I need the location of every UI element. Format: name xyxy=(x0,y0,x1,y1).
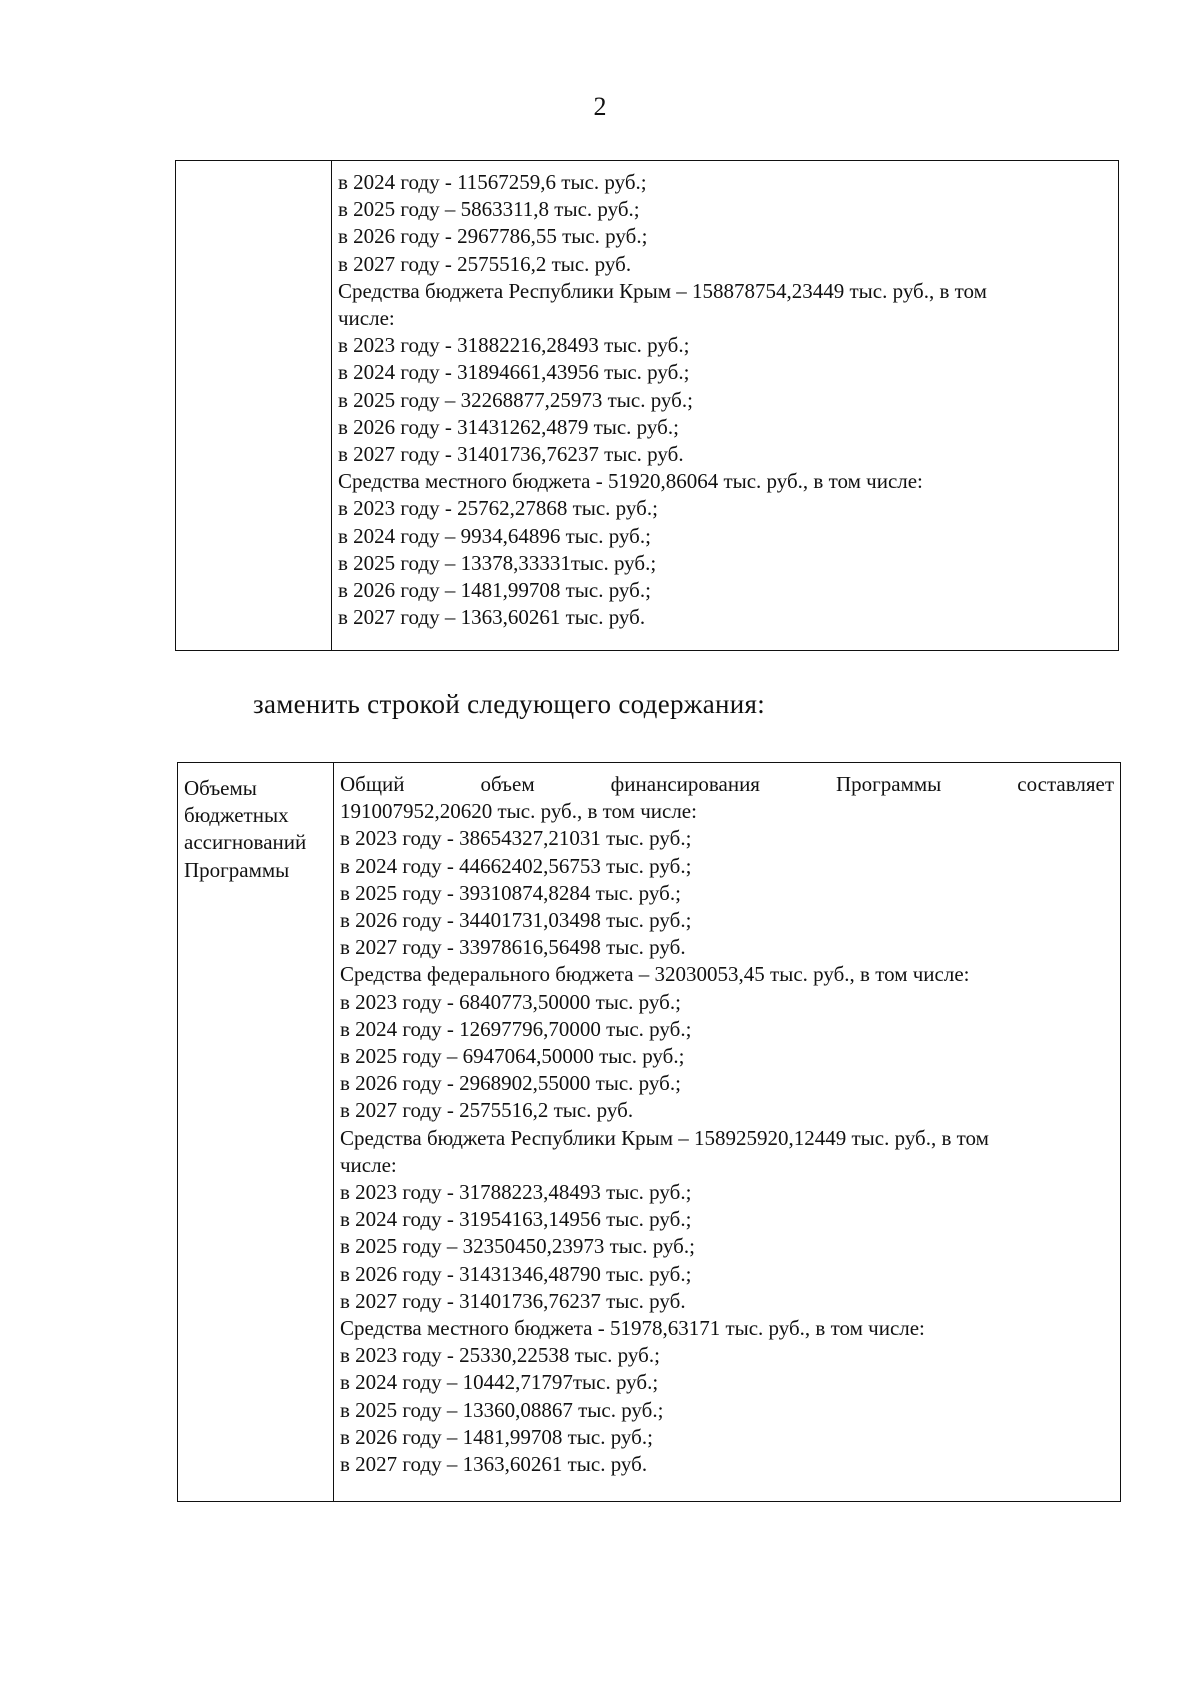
old-table-lines xyxy=(338,169,1112,631)
new-table-line: в 2026 году – 1481,99708 тыс. руб.; xyxy=(340,1424,653,1449)
new-table-line: в 2024 году – 10442,71797тыс. руб.; xyxy=(340,1370,659,1395)
old-table-line: в 2025 году – 5863311,8 тыс. руб.; xyxy=(338,197,640,222)
old-table-line: в 2024 году - 11567259,6 тыс. руб.; xyxy=(338,170,647,194)
new-table-line: Средства местного бюджета - 51978,63171 тыс. руб., в том числе: xyxy=(340,1316,925,1341)
new-table-line: в 2023 году - 6840773,50000 тыс. руб.; xyxy=(340,989,681,1014)
new-table-line: Средства федерального бюджета – 32030053,45 тыс. руб., в том числе: xyxy=(340,962,970,987)
new-table-line: числе: xyxy=(340,1152,397,1177)
new-table-line: в 2024 году - 44662402,56753 тыс. руб.; xyxy=(340,853,692,878)
new-table-label-line: ассигнований xyxy=(184,830,307,855)
old-table-line: в 2027 году - 31401736,76237 тыс. руб. xyxy=(338,442,684,467)
new-table-line: в 2024 году - 12697796,70000 тыс. руб.; xyxy=(340,1016,692,1041)
page-number: 2 xyxy=(593,92,607,121)
new-table-line: в 2027 году - 33978616,56498 тыс. руб. xyxy=(340,935,686,960)
new-table-line: в 2023 году - 31788223,48493 тыс. руб.; xyxy=(340,1180,692,1205)
new-table-line: в 2027 году - 2575516,2 тыс. руб. xyxy=(340,1098,634,1123)
new-table-label-cell xyxy=(178,763,334,1502)
old-budget-table xyxy=(175,160,1119,651)
new-table-line: в 2023 году - 25330,22538 тыс. руб.; xyxy=(340,1343,660,1368)
new-table-line: в 2026 году - 2968902,55000 тыс. руб.; xyxy=(340,1071,681,1096)
replacement-instruction: заменить строкой следующего содержания: xyxy=(253,689,766,719)
new-table-label-line: бюджетных xyxy=(184,803,289,828)
old-table-label-cell xyxy=(176,161,332,651)
new-table-label xyxy=(184,775,333,884)
new-table-line: в 2026 году - 34401731,03498 тыс. руб.; xyxy=(340,908,692,933)
new-table-line: 191007952,20620 тыс. руб., в том числе: xyxy=(340,799,697,824)
new-table-label-line: Программы xyxy=(184,857,290,882)
new-table-line: Средства бюджета Республики Крым – 158925920,12449 тыс. руб., в том xyxy=(340,1125,989,1150)
old-table-line: в 2023 году - 31882216,28493 тыс. руб.; xyxy=(338,333,690,358)
old-table-line: числе: xyxy=(338,306,395,331)
old-table-line: в 2023 году - 25762,27868 тыс. руб.; xyxy=(338,496,658,521)
new-table-label-line: Объемы xyxy=(184,776,257,800)
new-table-content-cell xyxy=(334,763,1121,1502)
old-table-line: в 2026 году - 31431262,4879 тыс. руб.; xyxy=(338,414,679,439)
table-row xyxy=(176,161,1119,651)
new-table-line: в 2023 году - 38654327,21031 тыс. руб.; xyxy=(340,826,692,851)
new-table-line: в 2025 году – 32350450,23973 тыс. руб.; xyxy=(340,1234,695,1259)
new-table-line: в 2026 году - 31431346,48790 тыс. руб.; xyxy=(340,1261,692,1286)
new-table-lines xyxy=(340,798,1114,1478)
old-table-line: Средства бюджета Республики Крым – 158878754,23449 тыс. руб., в том xyxy=(338,278,987,303)
new-table-line: в 2025 году – 13360,08867 тыс. руб.; xyxy=(340,1397,664,1422)
old-table-line: в 2024 году - 31894661,43956 тыс. руб.; xyxy=(338,360,690,385)
old-table-line: в 2027 году – 1363,60261 тыс. руб. xyxy=(338,605,646,630)
old-table-line: в 2026 году - 2967786,55 тыс. руб.; xyxy=(338,224,648,249)
old-table-line: в 2027 году - 2575516,2 тыс. руб. xyxy=(338,251,632,276)
old-table-line: в 2025 году – 32268877,25973 тыс. руб.; xyxy=(338,387,693,412)
new-table-line: в 2025 году - 39310874,8284 тыс. руб.; xyxy=(340,880,681,905)
new-table-line: в 2027 году - 31401736,76237 тыс. руб. xyxy=(340,1288,686,1313)
new-table-line: в 2025 году – 6947064,50000 тыс. руб.; xyxy=(340,1044,685,1069)
old-table-line: Средства местного бюджета - 51920,86064 тыс. руб., в том числе: xyxy=(338,469,923,494)
table-row xyxy=(178,763,1121,1502)
old-table-line: в 2026 году – 1481,99708 тыс. руб.; xyxy=(338,578,651,603)
new-table-first-line: Общий объем финансирования Программы составляет xyxy=(340,772,1114,796)
new-table-line: в 2027 году – 1363,60261 тыс. руб. xyxy=(340,1452,648,1477)
old-table-line: в 2025 году – 13378,33331тыс. руб.; xyxy=(338,550,657,575)
new-budget-table xyxy=(177,762,1121,1502)
old-table-content-cell xyxy=(332,161,1119,651)
old-table-line: в 2024 году – 9934,64896 тыс. руб.; xyxy=(338,523,651,548)
new-table-line: в 2024 году - 31954163,14956 тыс. руб.; xyxy=(340,1207,692,1232)
